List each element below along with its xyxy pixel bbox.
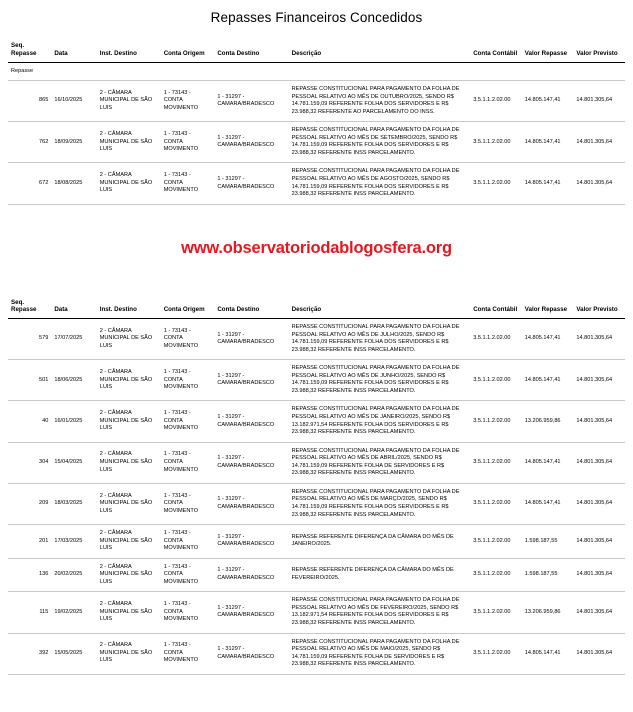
cell-valor-previsto: 14.801.305,64 — [573, 442, 625, 483]
column-header-valor-repasse: Valor Repasse — [522, 296, 574, 319]
cell-conta-contabil: 3.5.1.1.2.02.00 — [470, 360, 522, 401]
cell-valor-repasse: 14.805.147,41 — [522, 633, 574, 674]
cell-descricao: REPASSE CONSTITUCIONAL PARA PAGAMENTO DA FOLHA DE PESSOAL RELATIVO AO MÊS DE SETEMBRO/2025, SENDO R$ 14.781.159,09 REFERENTE FOLHA DOS SERVIDORES E R$ 23.988,32 REFERENTE INSS PARCELAMENTO. — [289, 122, 471, 163]
cell-conta-contabil: 3.5.1.1.2.02.00 — [470, 442, 522, 483]
column-header-descricao: Descrição — [289, 296, 471, 319]
column-header-conta-contabil: Conta Contábil — [470, 39, 522, 62]
table-body-2 — [8, 319, 625, 675]
cell-valor-previsto: 14.801.305,64 — [573, 525, 625, 559]
cell-conta-origem: 1 - 73143 - CONTA MOVIMENTO — [161, 592, 215, 633]
cell-conta-contabil: 3.5.1.1.2.02.00 — [470, 525, 522, 559]
repasses-table-1 — [8, 39, 625, 205]
cell-valor-repasse: 1.598.187,55 — [522, 558, 574, 592]
cell-data: 17/07/2025 — [51, 319, 96, 360]
cell-conta-destino: 1 - 31297 - CAMARA/BRADESCO — [214, 81, 288, 122]
column-header-conta-origem: Conta Origem — [161, 296, 215, 319]
cell-conta-origem: 1 - 73143 - CONTA MOVIMENTO — [161, 319, 215, 360]
cell-valor-previsto: 14.801.305,64 — [573, 319, 625, 360]
header-row — [8, 296, 625, 319]
table-header-2 — [8, 296, 625, 319]
table-row — [8, 163, 625, 204]
cell-valor-previsto: 14.801.305,64 — [573, 163, 625, 204]
cell-conta-origem: 1 - 73143 - CONTA MOVIMENTO — [161, 360, 215, 401]
cell-conta-destino: 1 - 31297 - CAMARA/BRADESCO — [214, 483, 288, 524]
cell-valor-repasse: 13.206.959,86 — [522, 592, 574, 633]
table-row — [8, 633, 625, 674]
cell-descricao: REPASSE CONSTITUCIONAL PARA PAGAMENTO DA FOLHA DE PESSOAL RELATIVO AO MÊS DE JANEIRO/2025, SENDO R$ 13.182.971,54 REFERENTE FOLHA DOS SERVIDORES E R$ 23.988,32 REFERENTE INSS PARCELAMENTO. — [289, 401, 471, 442]
cell-conta-destino: 1 - 31297 - CAMARA/BRADESCO — [214, 319, 288, 360]
cell-data: 20/02/2025 — [51, 558, 96, 592]
cell-inst-destino: 2 - CÂMARA MUNICIPAL DE SÃO LUIS — [97, 81, 161, 122]
cell-inst-destino: 2 - CÂMARA MUNICIPAL DE SÃO LUIS — [97, 122, 161, 163]
cell-seq: 115 — [8, 592, 51, 633]
cell-data: 18/03/2025 — [51, 483, 96, 524]
table-row — [8, 122, 625, 163]
cell-conta-origem: 1 - 73143 - CONTA MOVIMENTO — [161, 122, 215, 163]
cell-data: 18/06/2025 — [51, 360, 96, 401]
cell-seq: 201 — [8, 525, 51, 559]
cell-descricao: REPASSE CONSTITUCIONAL PARA PAGAMENTO DA FOLHA DE PESSOAL RELATIVO AO MÊS DE OUTUBRO/2025, SENDO R$ 14.781.159,09 REFERENTE FOLHA DOS SERVIDORES E R$ 23.988,32 REFERENTE AO PARCELAMENTO DO INSS. — [289, 81, 471, 122]
repasses-table-2 — [8, 296, 625, 675]
cell-seq: 40 — [8, 401, 51, 442]
cell-seq: 501 — [8, 360, 51, 401]
cell-conta-contabil: 3.5.1.1.2.02.00 — [470, 81, 522, 122]
cell-valor-previsto: 14.801.305,64 — [573, 81, 625, 122]
cell-data: 17/03/2025 — [51, 525, 96, 559]
table-row — [8, 558, 625, 592]
cell-valor-repasse: 14.805.147,41 — [522, 122, 574, 163]
cell-conta-contabil: 3.5.1.1.2.02.00 — [470, 483, 522, 524]
column-header-seq: Seq. Repasse — [8, 296, 51, 319]
column-header-seq: Seq. Repasse — [8, 39, 51, 62]
header-row — [8, 39, 625, 62]
cell-conta-origem: 1 - 73143 - CONTA MOVIMENTO — [161, 483, 215, 524]
cell-data: 15/05/2025 — [51, 633, 96, 674]
cell-conta-contabil: 3.5.1.1.2.02.00 — [470, 558, 522, 592]
cell-conta-origem: 1 - 73143 - CONTA MOVIMENTO — [161, 401, 215, 442]
cell-seq: 136 — [8, 558, 51, 592]
cell-conta-contabil: 3.5.1.1.2.02.00 — [470, 592, 522, 633]
column-header-inst-destino: Inst. Destino — [97, 39, 161, 62]
table-row — [8, 81, 625, 122]
cell-valor-previsto: 14.801.305,64 — [573, 122, 625, 163]
cell-data: 19/02/2025 — [51, 592, 96, 633]
cell-valor-previsto: 14.801.305,64 — [573, 360, 625, 401]
cell-valor-previsto: 14.801.305,64 — [573, 592, 625, 633]
cell-valor-repasse: 14.805.147,41 — [522, 319, 574, 360]
cell-conta-destino: 1 - 31297 - CAMARA/BRADESCO — [214, 122, 288, 163]
cell-valor-previsto: 14.801.305,64 — [573, 558, 625, 592]
document-page — [0, 10, 633, 675]
cell-conta-contabil: 3.5.1.1.2.02.00 — [470, 319, 522, 360]
cell-seq: 392 — [8, 633, 51, 674]
cell-inst-destino: 2 - CÂMARA MUNICIPAL DE SÃO LUIS — [97, 163, 161, 204]
column-header-valor-previsto: Valor Previsto — [573, 296, 625, 319]
cell-seq: 672 — [8, 163, 51, 204]
cell-conta-destino: 1 - 31297 - CAMARA/BRADESCO — [214, 633, 288, 674]
cell-valor-repasse: 14.805.147,41 — [522, 442, 574, 483]
cell-conta-origem: 1 - 73143 - CONTA MOVIMENTO — [161, 163, 215, 204]
cell-conta-origem: 1 - 73143 - CONTA MOVIMENTO — [161, 525, 215, 559]
column-header-inst-destino: Inst. Destino — [97, 296, 161, 319]
cell-inst-destino: 2 - CÂMARA MUNICIPAL DE SÃO LUIS — [97, 360, 161, 401]
cell-valor-repasse: 14.805.147,41 — [522, 483, 574, 524]
cell-conta-origem: 1 - 73143 - CONTA MOVIMENTO — [161, 633, 215, 674]
group-label: Repasse — [8, 62, 625, 81]
cell-inst-destino: 2 - CÂMARA MUNICIPAL DE SÃO LUIS — [97, 483, 161, 524]
cell-conta-destino: 1 - 31297 - CAMARA/BRADESCO — [214, 592, 288, 633]
column-header-data: Data — [51, 296, 96, 319]
cell-valor-repasse: 14.805.147,41 — [522, 163, 574, 204]
cell-inst-destino: 2 - CÂMARA MUNICIPAL DE SÃO LUIS — [97, 401, 161, 442]
cell-valor-repasse: 14.805.147,41 — [522, 81, 574, 122]
table-row — [8, 401, 625, 442]
cell-valor-previsto: 14.801.305,64 — [573, 483, 625, 524]
cell-data: 16/10/2025 — [51, 81, 96, 122]
cell-seq: 865 — [8, 81, 51, 122]
table-header-1 — [8, 39, 625, 62]
table-row — [8, 442, 625, 483]
cell-conta-contabil: 3.5.1.1.2.02.00 — [470, 163, 522, 204]
cell-conta-destino: 1 - 31297 - CAMARA/BRADESCO — [214, 442, 288, 483]
cell-data: 18/09/2025 — [51, 122, 96, 163]
cell-conta-origem: 1 - 73143 - CONTA MOVIMENTO — [161, 81, 215, 122]
cell-conta-destino: 1 - 31297 - CAMARA/BRADESCO — [214, 360, 288, 401]
cell-conta-contabil: 3.5.1.1.2.02.00 — [470, 122, 522, 163]
cell-seq: 209 — [8, 483, 51, 524]
cell-inst-destino: 2 - CÂMARA MUNICIPAL DE SÃO LUIS — [97, 442, 161, 483]
cell-conta-contabil: 3.5.1.1.2.02.00 — [470, 633, 522, 674]
cell-conta-contabil: 3.5.1.1.2.02.00 — [470, 401, 522, 442]
cell-conta-origem: 1 - 73143 - CONTA MOVIMENTO — [161, 442, 215, 483]
cell-descricao: REPASSE REFERENTE DIFERENÇA DA CÂMARA DO MÊS DE JANEIRO/2025. — [289, 525, 471, 559]
cell-valor-repasse: 14.805.147,41 — [522, 360, 574, 401]
cell-valor-previsto: 14.801.305,64 — [573, 401, 625, 442]
cell-data: 15/04/2025 — [51, 442, 96, 483]
cell-descricao: REPASSE CONSTITUCIONAL PARA PAGAMENTO DA FOLHA DE PESSOAL RELATIVO AO MÊS DE MARÇO/2025, SENDO R$ 14.781.159,09 REFERENTE FOLHA DOS SERVIDORES E R$ 23.988,32 REFERENTE INSS PARCELAMENTO. — [289, 483, 471, 524]
cell-descricao: REPASSE CONSTITUCIONAL PARA PAGAMENTO DA FOLHA DE PESSOAL RELATIVO AO MÊS DE MAIO/2025, SENDO R$ 14.781.159,09 REFERENTE FOLHA DE SERVIDORES E R$ 23.988,32 REFERENTE INSS PARCELAMENTO. — [289, 633, 471, 674]
cell-seq: 304 — [8, 442, 51, 483]
cell-descricao: REPASSE CONSTITUCIONAL PARA PAGAMENTO DA FOLHA DE PESSOAL RELATIVO AO MÊS DE ABRIL/2025, SENDO R$ 14.781.159,09 REFERENTE FOLHA DE SERVIDORES E R$ 23.988,32 REFERENTE INSS PARCELAMENTO. — [289, 442, 471, 483]
cell-inst-destino: 2 - CÂMARA MUNICIPAL DE SÃO LUIS — [97, 633, 161, 674]
cell-valor-repasse: 1.598.187,55 — [522, 525, 574, 559]
cell-inst-destino: 2 - CÂMARA MUNICIPAL DE SÃO LUIS — [97, 592, 161, 633]
column-header-conta-destino: Conta Destino — [214, 296, 288, 319]
cell-descricao: REPASSE CONSTITUCIONAL PARA PAGAMENTO DA FOLHA DE PESSOAL RELATIVO AO MÊS DE AGOSTO/2025, SENDO R$ 14.781.159,09 REFERENTE FOLHA DOS SERVIDORES E R$ 23.988,32 REFERENTE INSS PARCELAMENTO. — [289, 163, 471, 204]
table-row — [8, 525, 625, 559]
column-header-conta-destino: Conta Destino — [214, 39, 288, 62]
table-row — [8, 592, 625, 633]
column-header-valor-repasse: Valor Repasse — [522, 39, 574, 62]
page-title: Repasses Financeiros Concedidos — [210, 10, 423, 25]
column-header-data: Data — [51, 39, 96, 62]
cell-data: 16/01/2025 — [51, 401, 96, 442]
cell-conta-destino: 1 - 31297 - CAMARA/BRADESCO — [214, 163, 288, 204]
table-row — [8, 483, 625, 524]
table-row — [8, 360, 625, 401]
watermark-text: www.observatoriodablogosfera.org — [181, 238, 452, 257]
cell-valor-repasse: 13.206.959,86 — [522, 401, 574, 442]
cell-seq: 579 — [8, 319, 51, 360]
cell-descricao: REPASSE CONSTITUCIONAL PARA PAGAMENTO DA FOLHA DE PESSOAL RELATIVO AO MÊS DE JUNHO/2025, SENDO R$ 14.781.159,09 REFERENTE FOLHA DOS SERVIDORES E R$ 23.988,32 REFERENTE INSS PARCELAMENTO. — [289, 360, 471, 401]
column-header-conta-contabil: Conta Contábil — [470, 296, 522, 319]
cell-conta-origem: 1 - 73143 - CONTA MOVIMENTO — [161, 558, 215, 592]
cell-descricao: REPASSE CONSTITUCIONAL PARA PAGAMENTO DA FOLHA DE PESSOAL RELATIVO AO MÊS DE JULHO/2025, SENDO R$ 14.781.159,09 REFERENTE FOLHA DOS SERVIDORES E R$ 23.988,32 REFERENTE INSS PARCELAMENTO. — [289, 319, 471, 360]
cell-conta-destino: 1 - 31297 - CAMARA/BRADESCO — [214, 525, 288, 559]
cell-descricao: REPASSE REFERENTE DIFERENÇA DA CÂMARA DO MÊS DE FEVEREIRO/2025. — [289, 558, 471, 592]
cell-descricao: REPASSE CONSTITUCIONAL PARA PAGAMENTO DA FOLHA DE PESSOAL RELATIVO AO MÊS DE FEVEREIRO/2025, SENDO R$ 13.182.971,54 REFERENTE FOLHA DOS SERVIDORES E R$ 23.988,32 REFERENTE INSS PARCELAMENTO. — [289, 592, 471, 633]
cell-inst-destino: 2 - CÂMARA MUNICIPAL DE SÃO LUIS — [97, 525, 161, 559]
column-header-conta-origem: Conta Origem — [161, 39, 215, 62]
column-header-descricao: Descrição — [289, 39, 471, 62]
cell-conta-destino: 1 - 31297 - CAMARA/BRADESCO — [214, 401, 288, 442]
cell-valor-previsto: 14.801.305,64 — [573, 633, 625, 674]
table-row — [8, 319, 625, 360]
cell-conta-destino: 1 - 31297 - CAMARA/BRADESCO — [214, 558, 288, 592]
cell-data: 18/08/2025 — [51, 163, 96, 204]
cell-seq: 762 — [8, 122, 51, 163]
table-body-1 — [8, 62, 625, 204]
cell-inst-destino: 2 - CÂMARA MUNICIPAL DE SÃO LUIS — [97, 319, 161, 360]
column-header-valor-previsto: Valor Previsto — [573, 39, 625, 62]
group-label-row — [8, 62, 625, 81]
cell-inst-destino: 2 - CÂMARA MUNICIPAL DE SÃO LUIS — [97, 558, 161, 592]
